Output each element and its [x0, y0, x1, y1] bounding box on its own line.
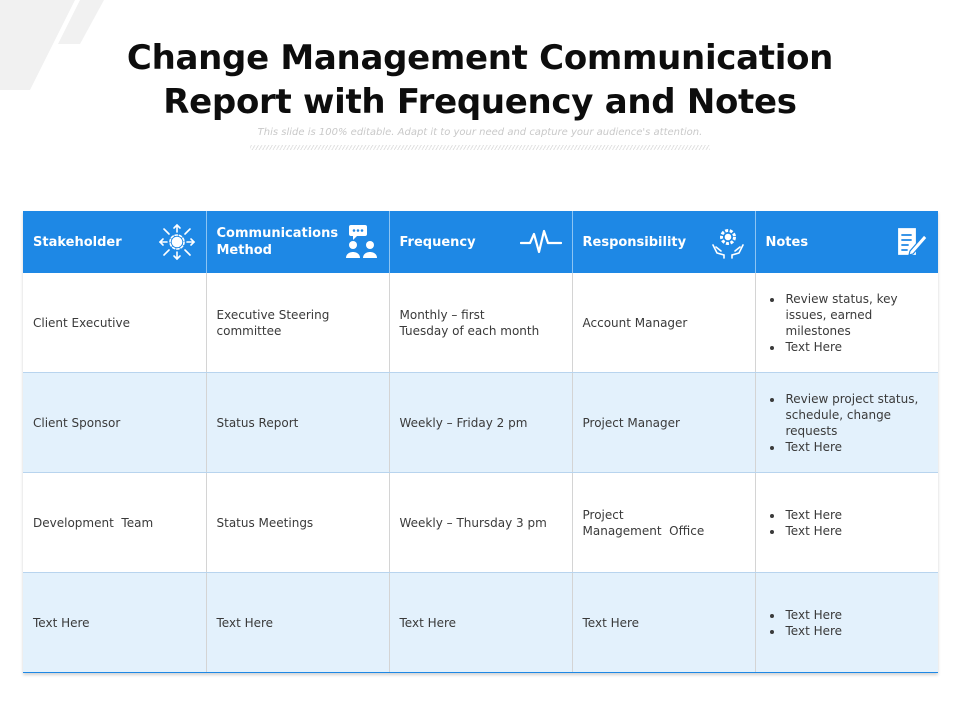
- cell-line: Weekly – Friday 2 pm: [399, 415, 528, 430]
- cell-responsibility: [572, 573, 755, 673]
- title-line-2: Report with Frequency and Notes: [163, 82, 797, 122]
- table-row: [23, 573, 938, 673]
- column-header-label: Stakeholder: [33, 234, 122, 250]
- hands-gear-icon: [711, 225, 745, 259]
- cell-line: Project: [582, 507, 624, 522]
- cell-notes: [755, 573, 938, 673]
- title-line-1: Change Management Communication: [126, 38, 834, 78]
- pulse-icon: [520, 228, 562, 256]
- cell-frequency: [389, 373, 572, 473]
- cell-line: Weekly – Thursday 3 pm: [399, 515, 547, 530]
- page-subtitle: This slide is 100% editable. Adapt it to your need and capture your audience's attention.: [257, 127, 703, 138]
- page-title: [0, 36, 960, 124]
- column-header-label: Notes: [765, 234, 809, 250]
- cell-stakeholder: Text Here: [23, 573, 206, 673]
- subtitle-divider: [250, 145, 710, 150]
- document-pen-icon: [896, 227, 928, 257]
- cell-frequency: [389, 573, 572, 673]
- column-header-label: Communications Method: [216, 226, 339, 258]
- note-item: • Review status, key issues, earned milestones: [784, 291, 929, 339]
- cell-line: Management Office: [582, 523, 705, 538]
- cell-line: Tuesday of each month: [399, 323, 540, 338]
- column-header-method: [206, 211, 389, 273]
- column-header-responsibility: [572, 211, 755, 273]
- cell-notes: [755, 473, 938, 573]
- cell-stakeholder: Development Team: [23, 473, 206, 573]
- cell-line: Account Manager: [582, 315, 688, 330]
- chat-people-icon: [345, 224, 379, 260]
- cell-notes: [755, 273, 938, 373]
- column-header-frequency: [389, 211, 572, 273]
- note-item: • Review project status, schedule, change requests: [784, 391, 929, 439]
- note-item: • Text Here: [784, 523, 929, 539]
- cell-method: Status Meetings: [206, 473, 389, 573]
- cell-frequency: [389, 273, 572, 373]
- table-header-row: [23, 211, 938, 273]
- cell-line: Text Here: [582, 615, 640, 630]
- cell-notes: [755, 373, 938, 473]
- table-row: [23, 273, 938, 373]
- cell-responsibility: [572, 473, 755, 573]
- table-row: [23, 373, 938, 473]
- cell-line: Project Manager: [582, 415, 680, 430]
- cell-line: Monthly – first: [399, 307, 485, 322]
- cell-responsibility: [572, 273, 755, 373]
- table-row: [23, 473, 938, 573]
- cell-method: Executive Steering committee: [206, 273, 389, 373]
- column-header-stakeholder: [23, 211, 206, 273]
- column-header-label: Responsibility: [582, 234, 687, 250]
- note-item: • Text Here: [784, 439, 929, 455]
- note-item: • Text Here: [784, 607, 929, 623]
- cell-stakeholder: Client Executive: [23, 273, 206, 373]
- cell-stakeholder: Client Sponsor: [23, 373, 206, 473]
- network-gear-icon: [158, 223, 196, 261]
- column-header-label: Frequency: [399, 234, 476, 250]
- note-item: • Text Here: [784, 507, 929, 523]
- cell-frequency: [389, 473, 572, 573]
- cell-method: Text Here: [206, 573, 389, 673]
- cell-responsibility: [572, 373, 755, 473]
- communication-table: [23, 211, 938, 673]
- note-item: • Text Here: [784, 623, 929, 639]
- cell-line: Text Here: [399, 615, 457, 630]
- cell-method: Status Report: [206, 373, 389, 473]
- note-item: • Text Here: [784, 339, 929, 355]
- column-header-notes: [755, 211, 938, 273]
